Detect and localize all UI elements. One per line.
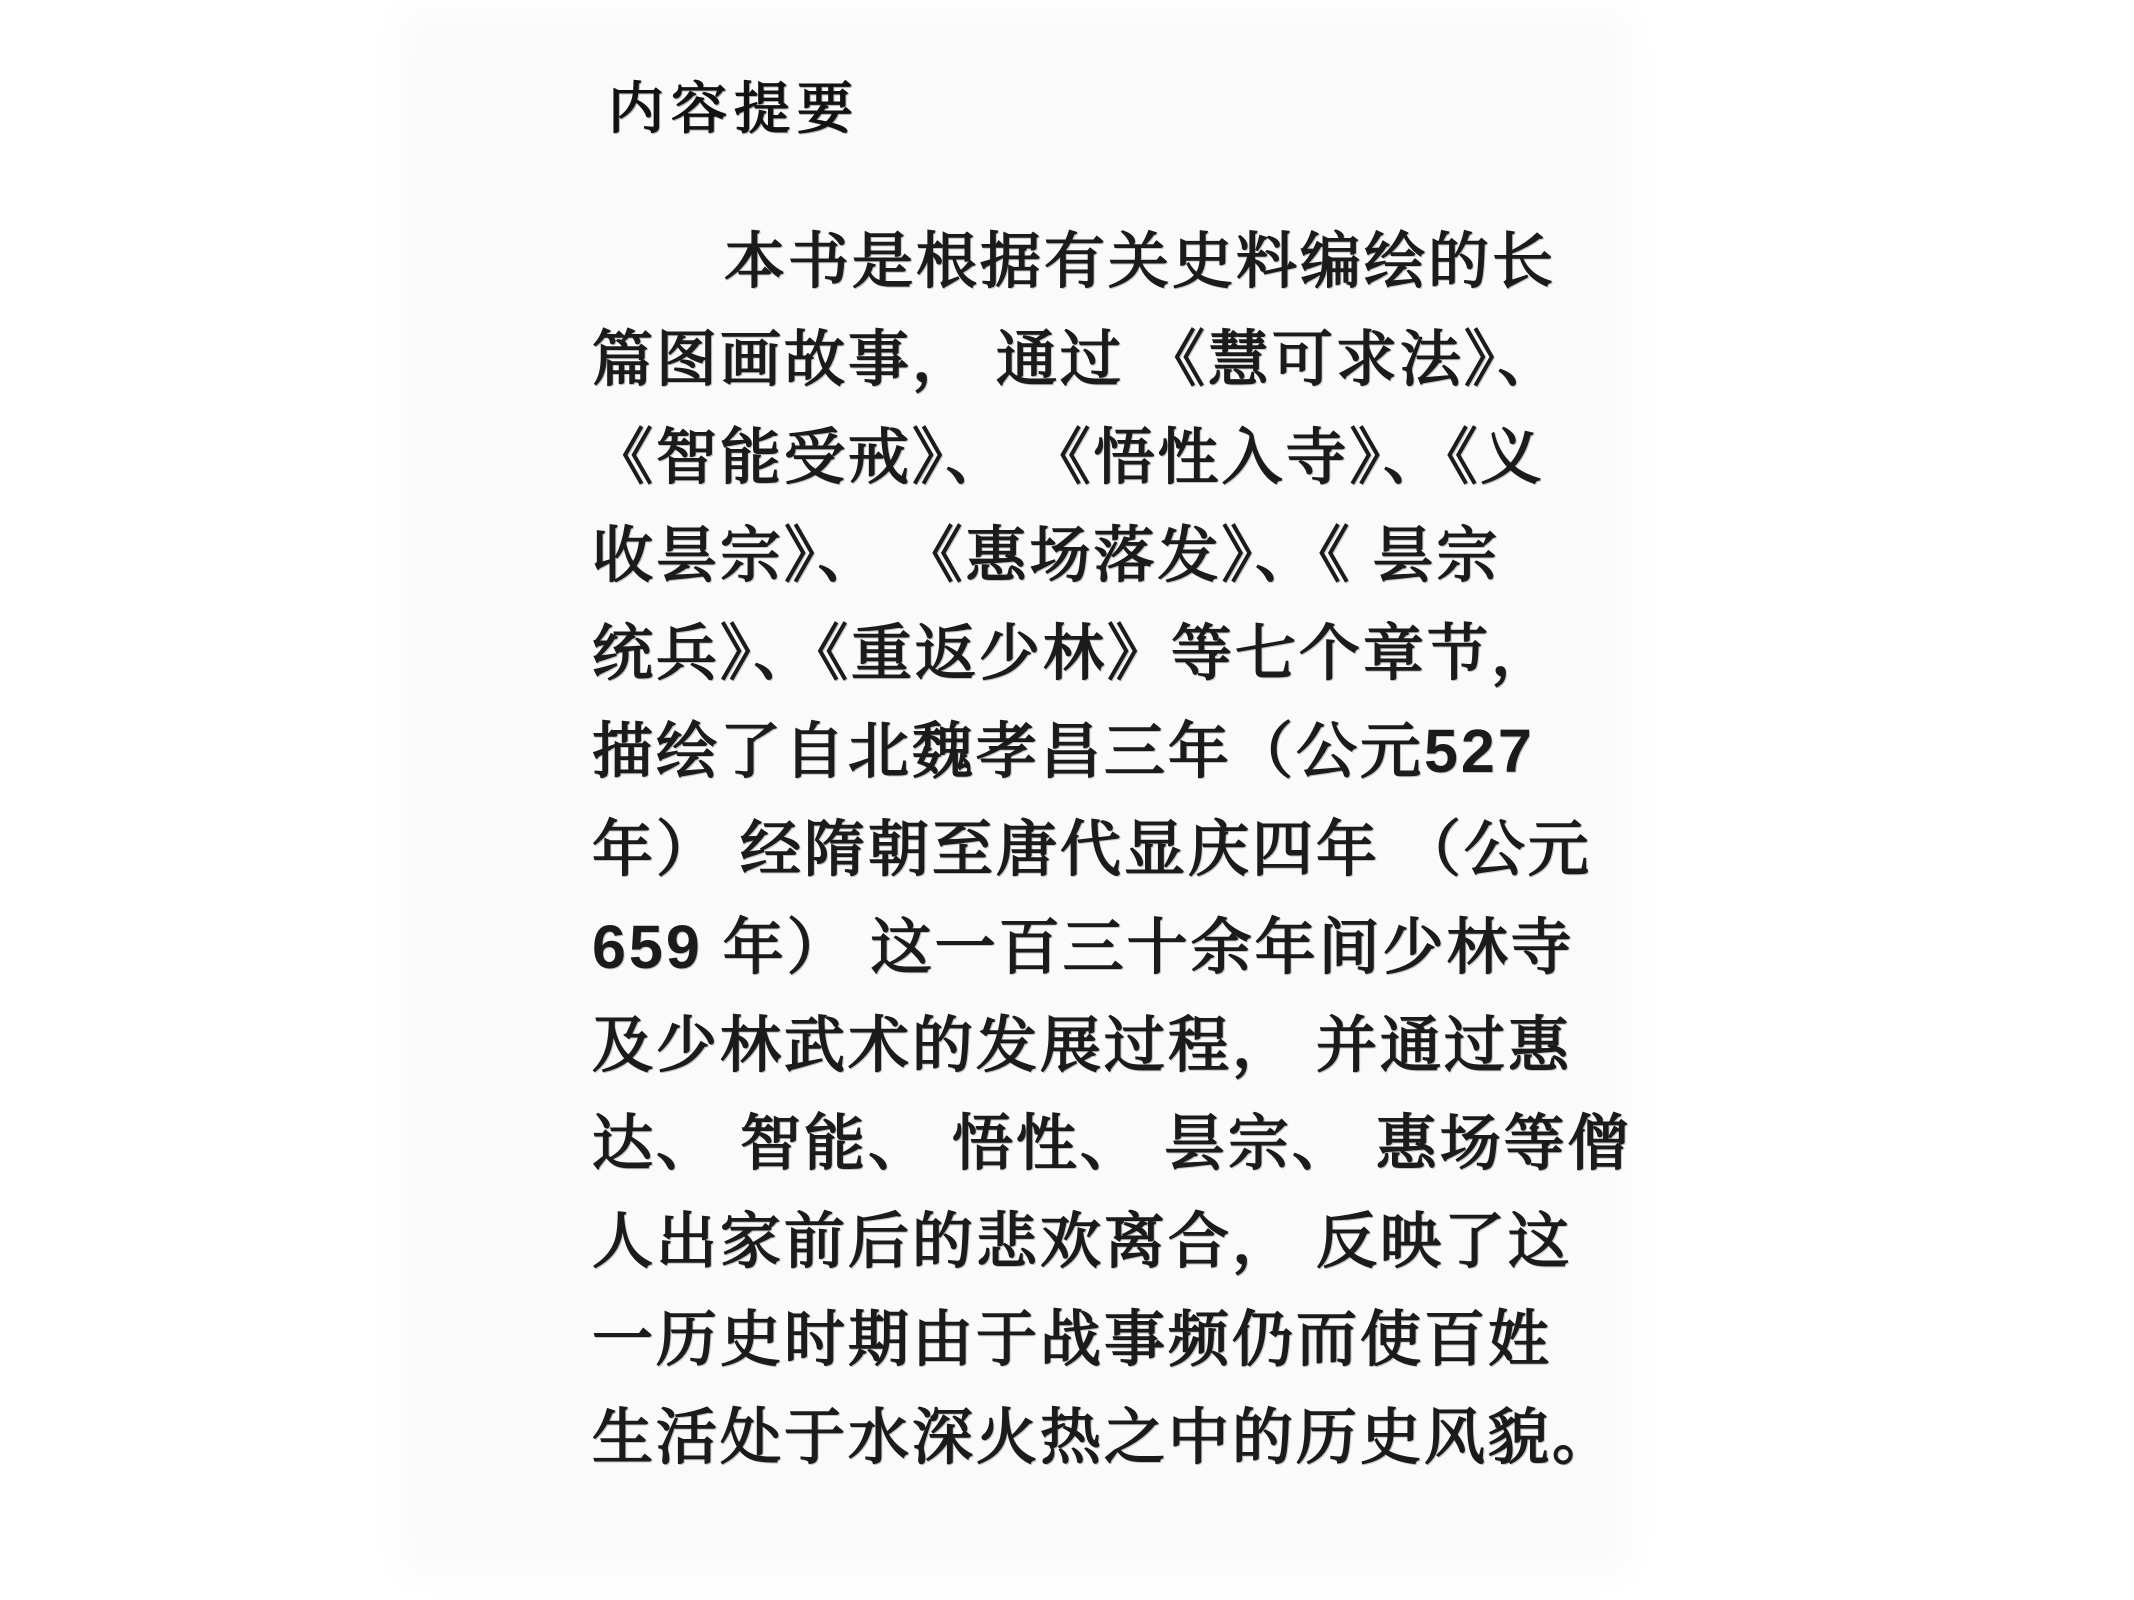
page-title: 内容提要 xyxy=(608,77,860,140)
text-line: 篇图画故事， 通过 《慧可求法》、 xyxy=(592,325,1562,393)
text-line: 生活处于水深火热之中的历史风貌。 xyxy=(592,1403,1617,1471)
text-line: 年） 经隋朝至唐代显庆四年 （公元 xyxy=(592,815,1592,883)
text-line: 及少林武术的发展过程， 并通过惠 xyxy=(592,1011,1572,1079)
text-line: 收昙宗》、 《惠场落发》、《 昙宗 xyxy=(592,521,1501,589)
text-line: 人出家前后的悲欢离合， 反映了这 xyxy=(592,1207,1572,1275)
text-line: 统兵》、《重返少林》等七个章节， xyxy=(592,619,1556,687)
text-line: 达、 智能、 悟性、 昙宗、 惠场等僧 xyxy=(592,1109,1632,1177)
text-line: 《智能受戒》、 《悟性入寺》、《义 xyxy=(592,423,1545,491)
summary-paragraph xyxy=(592,212,1632,1486)
text-line: 一历史时期由于战事频仍而使百姓 xyxy=(592,1305,1553,1373)
text-line: 本书是根据有关史料编绘的长 xyxy=(724,227,1557,295)
text-line: 描绘了自北魏孝昌三年（公元527 xyxy=(592,717,1535,785)
text-line: 659 年） 这一百三十余年间少林寺 xyxy=(592,913,1575,981)
